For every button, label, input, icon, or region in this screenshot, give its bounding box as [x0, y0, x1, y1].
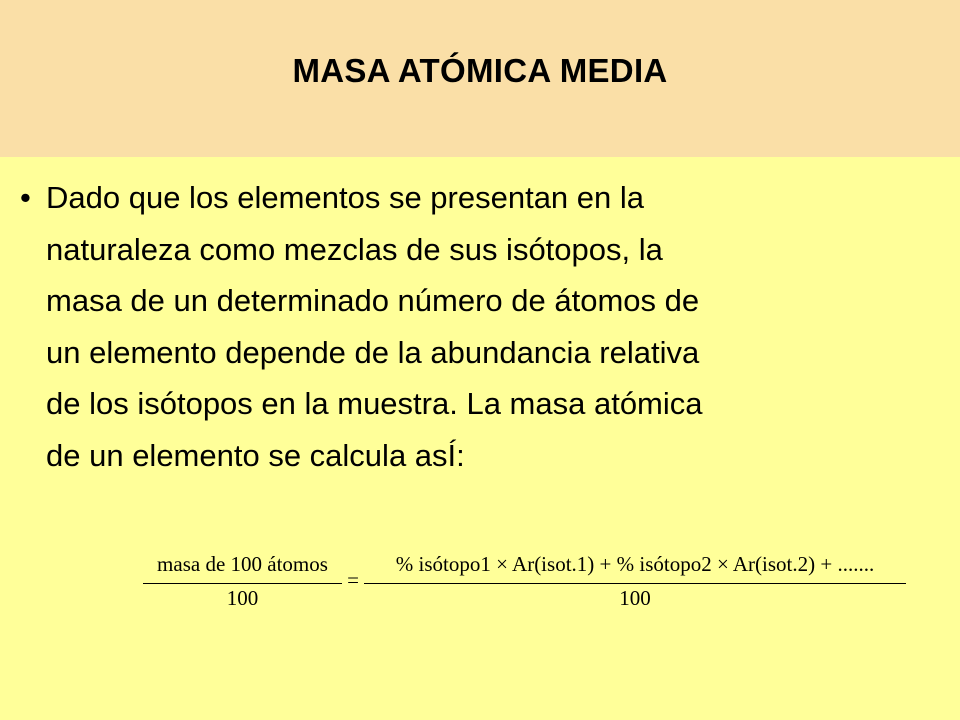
slide-title: MASA ATÓMICA MEDIA	[292, 52, 668, 89]
right-denominator: 100	[619, 586, 651, 610]
atomic-mass-formula	[143, 548, 913, 618]
equals-sign: =	[347, 568, 359, 592]
right-numerator: % isótopo1 × Ar(isot.1) + % isótopo2 × Ar(isot.2) + .......	[395, 552, 875, 576]
left-numerator: masa de 100 átomos	[157, 552, 328, 576]
bullet-symbol: •	[20, 180, 31, 215]
right-fraction-bar	[364, 583, 906, 584]
left-denominator: 100	[226, 586, 259, 610]
bullet-item	[20, 172, 950, 481]
bullet-paragraph: Dado que los elementos se presentan en la naturaleza como mezclas de sus isótopos, la masa de un determinado número de átomos de un elemento depende de la abundancia relativa de los isótopos en la muestra. La masa atómica de un elemento se calcula asÍ:	[46, 180, 703, 473]
title-band	[0, 0, 960, 157]
left-fraction-bar	[143, 583, 342, 584]
